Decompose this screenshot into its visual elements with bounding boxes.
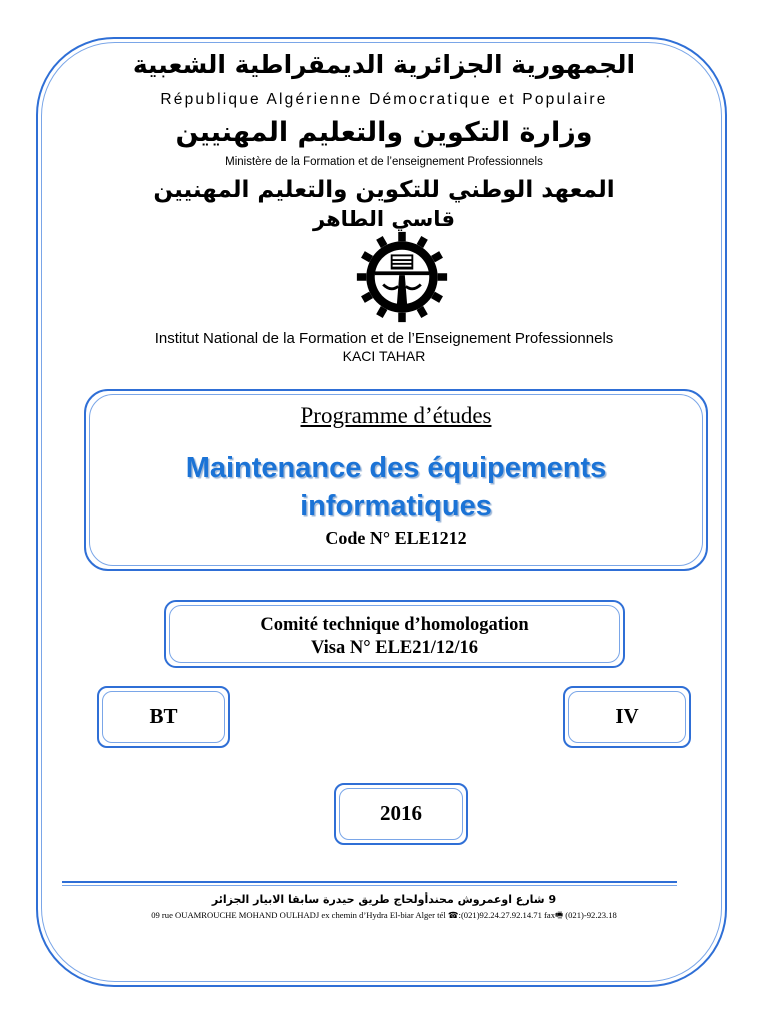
committee-visa: Visa N° ELE21/12/16: [310, 638, 479, 658]
footer-address-french: 09 rue OUAMROUCHE MOHAND OULHADJ ex chemin d’Hydra El-biar Alger tél ☎:(021)92.24.27.92.14.71 fax🖷 (021)-92.23.18: [151, 910, 617, 920]
ministry-arabic: وزارة التكوين والتعليم المهنيين: [175, 117, 593, 148]
level-label: IV: [615, 704, 639, 728]
program-box: [84, 389, 708, 571]
footer-address-arabic: 9 شارع اوعمروش محندأولحاج طريق حيدرة سابقا الابيار الجزائر: [211, 893, 557, 906]
program-heading: Programme d’études: [300, 403, 492, 428]
gear-emblem-logo-icon: [355, 230, 449, 324]
institute-arabic: المعهد الوطني للتكوين والتعليم المهنيين: [153, 177, 615, 203]
footer-divider: [62, 881, 677, 883]
ministry-french: Ministère de la Formation et de l’enseignement Professionnels: [225, 156, 543, 168]
republic-arabic: الجمهورية الجزائرية الديمقراطية الشعبية: [132, 50, 636, 79]
footer-divider-thin: [62, 885, 677, 886]
year-label: 2016: [380, 801, 422, 825]
place-arabic: قاسي الطاهر: [313, 207, 455, 231]
year-box: [334, 783, 468, 845]
diploma-label: BT: [149, 704, 178, 728]
diploma-box: [97, 686, 230, 748]
program-title-line1: Maintenance des équipements: [185, 452, 607, 484]
committee-title: Comité technique d’homologation: [260, 615, 529, 635]
program-title: [86, 449, 706, 525]
level-box: [563, 686, 691, 748]
republic-french: République Algérienne Démocratique et Populaire: [160, 91, 608, 108]
committee-box: [164, 600, 625, 668]
place-french: KACI TAHAR: [342, 348, 426, 364]
institute-french: Institut National de la Formation et de l’Enseignement Professionnels: [154, 330, 614, 347]
program-title-line2: informatiques: [300, 490, 492, 522]
program-code: Code N° ELE1212: [325, 528, 467, 548]
